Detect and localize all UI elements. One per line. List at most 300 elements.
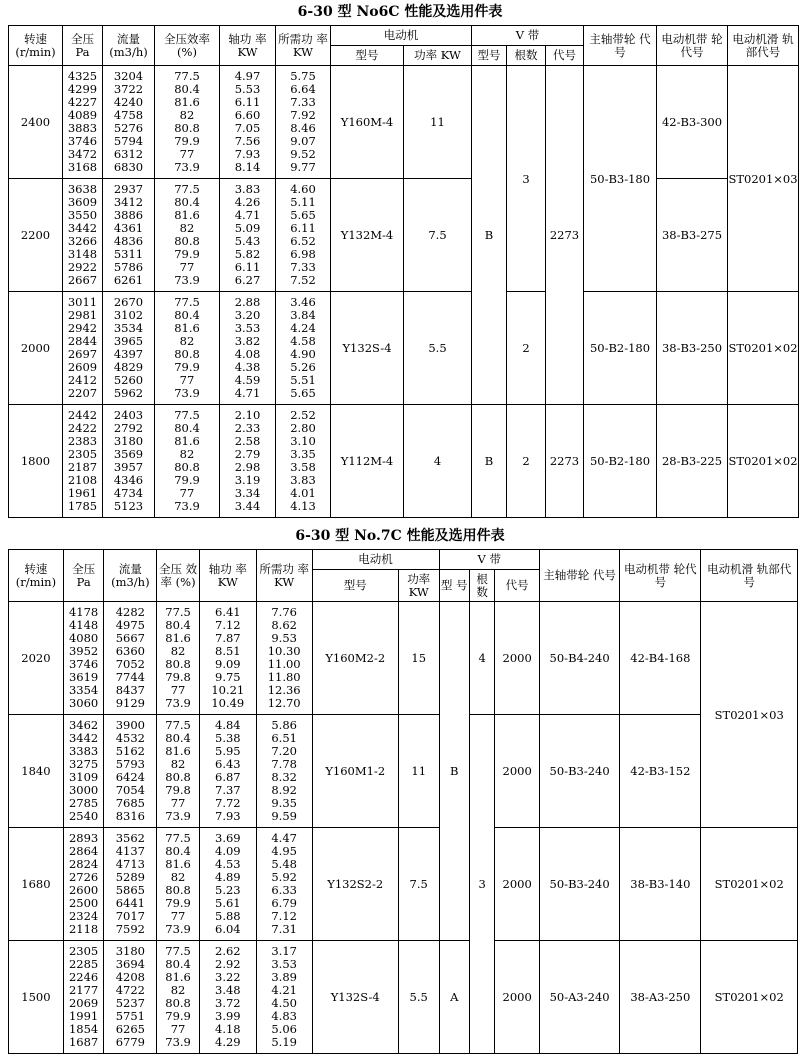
efficiency-list: [157, 602, 200, 715]
cell-value: 5237: [115, 996, 145, 1010]
required-power-list: [256, 828, 312, 941]
motor-pulley-cell: 42-B3-152: [620, 715, 701, 828]
pressure-list: [63, 602, 104, 715]
cell-value: 6.04: [215, 922, 241, 936]
header-belt-count: 根数: [507, 46, 546, 66]
table-row: [9, 941, 798, 1054]
cell-value: 2864: [68, 844, 99, 858]
cell-value: 2305: [68, 944, 99, 958]
motor-power-cell: 15: [398, 602, 439, 715]
belt-type-cell: B: [472, 405, 507, 518]
motor-model-cell: Y132S2-2: [312, 828, 398, 941]
cell-value: 6.64: [290, 82, 316, 96]
cell-value: 4148: [68, 618, 99, 632]
cell-value: 77.5: [174, 295, 200, 309]
cell-value: 4.01: [290, 486, 316, 500]
cell-value: 3.72: [215, 996, 241, 1010]
efficiency-list: [157, 715, 200, 828]
cell-value: 4325: [67, 69, 98, 83]
cell-value: 7.87: [215, 631, 241, 645]
cell-value: 6779: [115, 1035, 145, 1049]
header-speed: 转速 (r/min): [9, 26, 63, 66]
cell-value: 73.9: [174, 160, 200, 174]
cell-value: 77: [170, 909, 186, 923]
flow-list: [103, 292, 155, 405]
flow-list: [104, 715, 157, 828]
cell-value: 3109: [68, 770, 99, 784]
cell-value: 80.4: [174, 308, 200, 322]
cell-value: 2187: [67, 460, 98, 474]
main-pulley-cell: 50-B4-240: [540, 602, 620, 715]
cell-value: 3412: [113, 195, 144, 209]
efficiency-list: [157, 828, 200, 941]
belt-code-cell: 2000: [495, 715, 540, 828]
cell-value: 3354: [68, 683, 99, 697]
cell-value: 6.43: [215, 757, 241, 771]
cell-value: 3.84: [290, 308, 316, 322]
cell-value: 2.52: [290, 408, 316, 422]
cell-value: 7.52: [290, 273, 316, 287]
required-power-list: [276, 405, 331, 518]
header-motor: 电动机: [312, 550, 439, 570]
cell-value: 2.33: [234, 421, 261, 435]
main-pulley-cell: 50-B2-180: [584, 405, 657, 518]
cell-value: 79.9: [165, 896, 191, 910]
cell-value: 3.34: [234, 486, 261, 500]
motor-model-cell: Y160M-4: [331, 66, 404, 179]
cell-value: 80.8: [165, 883, 191, 897]
header-required-power: 所需功 率 KW: [276, 26, 331, 66]
cell-value: 5794: [113, 134, 144, 148]
cell-value: 3383: [68, 744, 99, 758]
cell-value: 3.58: [290, 460, 316, 474]
cell-value: 6.11: [234, 260, 261, 274]
shaft-power-list: [199, 828, 256, 941]
header-efficiency: 全压 效率 (%): [157, 550, 200, 602]
cell-value: 2.10: [234, 408, 261, 422]
cell-value: 3965: [113, 334, 144, 348]
cell-value: 4.26: [234, 195, 261, 209]
header-pressure: 全压 Pa: [63, 26, 103, 66]
cell-value: 6.98: [290, 247, 316, 261]
cell-value: 77.5: [165, 944, 191, 958]
cell-value: 3.46: [290, 295, 316, 309]
cell-value: 3.48: [215, 983, 241, 997]
table-row: [9, 179, 799, 292]
cell-value: 4.18: [215, 1022, 241, 1036]
cell-value: 2670: [113, 295, 144, 309]
cell-value: 4240: [113, 95, 144, 109]
main-pulley-cell: 50-B3-180: [584, 66, 657, 292]
header-pressure: 全压 Pa: [63, 550, 104, 602]
cell-value: 3722: [113, 82, 144, 96]
cell-value: 4.60: [290, 182, 316, 196]
cell-value: 3000: [68, 783, 99, 797]
cell-value: 4282: [115, 605, 145, 619]
cell-value: 3060: [68, 696, 99, 710]
required-power-list: [256, 602, 312, 715]
belt-count-cell: 2: [507, 405, 546, 518]
cell-value: 5.61: [215, 896, 241, 910]
cell-value: 82: [179, 447, 195, 461]
cell-value: 3609: [67, 195, 98, 209]
cell-value: 4.89: [215, 870, 241, 884]
motor-model-cell: Y160M1-2: [312, 715, 398, 828]
cell-value: 5.75: [290, 69, 316, 83]
cell-value: 6830: [113, 160, 144, 174]
shaft-power-list: [220, 292, 276, 405]
cell-value: 2726: [68, 870, 99, 884]
header-vbelt: V 带: [472, 26, 584, 46]
cell-value: 2422: [67, 421, 98, 435]
cell-value: 77: [179, 260, 195, 274]
belt-count-cell: 3: [469, 715, 494, 1054]
cell-value: 82: [179, 108, 195, 122]
cell-value: 73.9: [165, 1035, 191, 1049]
cell-value: 77.5: [174, 408, 200, 422]
cell-value: 6360: [115, 644, 145, 658]
cell-value: 3.19: [234, 473, 261, 487]
belt-code-cell: 2273: [546, 405, 584, 518]
pressure-list: [63, 941, 104, 1054]
cell-value: 7.12: [271, 909, 297, 923]
motor-power-cell: 11: [398, 715, 439, 828]
pressure-list: [63, 66, 103, 179]
cell-value: 3168: [67, 160, 98, 174]
cell-value: 4.97: [234, 69, 261, 83]
cell-value: 7.20: [271, 744, 297, 758]
belt-code-cell: 2000: [495, 828, 540, 941]
cell-value: 2981: [67, 308, 98, 322]
speed-cell: 1800: [9, 405, 63, 518]
cell-value: 3.10: [290, 434, 316, 448]
cell-value: 4.71: [234, 386, 261, 400]
cell-value: 3442: [68, 731, 99, 745]
efficiency-list: [155, 292, 220, 405]
cell-value: 5.43: [234, 234, 261, 248]
motor-power-cell: 4: [404, 405, 472, 518]
cell-value: 9.09: [215, 657, 241, 671]
cell-value: 7017: [115, 909, 145, 923]
header-required-power: 所需功 率 KW: [256, 550, 312, 602]
speed-cell: 2400: [9, 66, 63, 179]
cell-value: 3204: [113, 69, 144, 83]
slide-rail-cell: ST0201×02: [728, 292, 799, 405]
required-power-list: [276, 66, 331, 179]
cell-value: 7.93: [234, 147, 261, 161]
cell-value: 80.8: [174, 121, 200, 135]
cell-value: 4227: [67, 95, 98, 109]
cell-value: 8.14: [234, 160, 261, 174]
cell-value: 7.92: [290, 108, 316, 122]
cell-value: 4299: [67, 82, 98, 96]
cell-value: 77: [170, 796, 186, 810]
motor-model-cell: Y132M-4: [331, 179, 404, 292]
cell-value: 3266: [67, 234, 98, 248]
cell-value: 9.53: [271, 631, 297, 645]
cell-value: 7.76: [271, 605, 297, 619]
header-main-pulley: 主轴带轮 代号: [540, 550, 620, 602]
cell-value: 73.9: [174, 499, 200, 513]
speed-cell: 1680: [9, 828, 64, 941]
cell-value: 3.99: [215, 1009, 241, 1023]
cell-value: 2785: [68, 796, 99, 810]
cell-value: 9.77: [290, 160, 316, 174]
performance-table-no7c: [8, 549, 798, 1054]
cell-value: 77: [170, 1022, 186, 1036]
cell-value: 6261: [113, 273, 144, 287]
cell-value: 2.98: [234, 460, 261, 474]
flow-list: [104, 941, 157, 1054]
cell-value: 8.62: [271, 618, 297, 632]
cell-value: 4.95: [271, 844, 297, 858]
speed-cell: 2000: [9, 292, 63, 405]
cell-value: 81.6: [165, 631, 191, 645]
cell-value: 7.33: [290, 260, 316, 274]
cell-value: 5276: [113, 121, 144, 135]
flow-list: [103, 179, 155, 292]
cell-value: 4.21: [271, 983, 297, 997]
cell-value: 7.31: [271, 922, 297, 936]
table-1-title: 6-30 型 No6C 性能及选用件表: [297, 4, 503, 20]
cell-value: 73.9: [165, 809, 191, 823]
pressure-list: [63, 179, 103, 292]
cell-value: 3.83: [290, 473, 316, 487]
cell-value: 2500: [68, 896, 99, 910]
cell-value: 79.9: [165, 1009, 191, 1023]
cell-value: 81.6: [174, 434, 200, 448]
header-flow: 流量 (m3/h): [103, 26, 155, 66]
cell-value: 77.5: [165, 605, 191, 619]
efficiency-list: [155, 66, 220, 179]
cell-value: 2667: [67, 273, 98, 287]
cell-value: 80.8: [165, 657, 191, 671]
motor-pulley-cell: 42-B4-168: [620, 602, 701, 715]
cell-value: 3.17: [271, 944, 297, 958]
cell-value: 3.53: [271, 957, 297, 971]
cell-value: 5.92: [271, 870, 297, 884]
cell-value: 4.59: [234, 373, 261, 387]
cell-value: 6312: [113, 147, 144, 161]
cell-value: 12.36: [267, 683, 301, 697]
cell-value: 12.70: [267, 696, 301, 710]
cell-value: 3746: [67, 134, 98, 148]
motor-power-cell: 5.5: [404, 292, 472, 405]
cell-value: 11.80: [267, 670, 301, 684]
cell-value: 4975: [115, 618, 145, 632]
cell-value: 2108: [67, 473, 98, 487]
header-slide-rail: 电动机滑 轨部代 号: [701, 550, 798, 602]
cell-value: 7744: [115, 670, 145, 684]
cell-value: 3.89: [271, 970, 297, 984]
cell-value: 3.53: [234, 321, 261, 335]
cell-value: 7052: [115, 657, 145, 671]
cell-value: 80.8: [174, 460, 200, 474]
header-flow: 流量 (m3/h): [104, 550, 157, 602]
cell-value: 3746: [68, 657, 99, 671]
cell-value: 4.53: [215, 857, 241, 871]
cell-value: 81.6: [165, 857, 191, 871]
cell-value: 3957: [113, 460, 144, 474]
cell-value: 5.26: [290, 360, 316, 374]
cell-value: 80.8: [165, 996, 191, 1010]
cell-value: 3462: [68, 718, 99, 732]
cell-value: 77: [179, 373, 195, 387]
header-belt-type: 型号: [472, 46, 507, 66]
cell-value: 6.11: [290, 221, 316, 235]
cell-value: 10.30: [267, 644, 301, 658]
cell-value: 2118: [68, 922, 99, 936]
cell-value: 10.49: [211, 696, 245, 710]
cell-value: 79.8: [165, 670, 191, 684]
cell-value: 4.24: [290, 321, 316, 335]
cell-value: 7685: [115, 796, 145, 810]
cell-value: 3180: [113, 434, 144, 448]
cell-value: 77.5: [174, 69, 200, 83]
cell-value: 7.78: [271, 757, 297, 771]
belt-code-cell: 2273: [546, 66, 584, 405]
cell-value: 2.62: [215, 944, 241, 958]
cell-value: 4.71: [234, 208, 261, 222]
flow-list: [103, 66, 155, 179]
table-row: [9, 292, 799, 405]
cell-value: 77: [179, 147, 195, 161]
cell-value: 73.9: [165, 922, 191, 936]
cell-value: 3442: [67, 221, 98, 235]
belt-type-cell: A: [439, 941, 469, 1054]
header-vbelt: V 带: [439, 550, 540, 570]
motor-model-cell: Y160M2-2: [312, 602, 398, 715]
cell-value: 2069: [68, 996, 99, 1010]
cell-value: 5.65: [290, 386, 316, 400]
cell-value: 8.92: [271, 783, 297, 797]
cell-value: 2305: [67, 447, 98, 461]
cell-value: 2442: [67, 408, 98, 422]
cell-value: 81.6: [165, 744, 191, 758]
cell-value: 7054: [115, 783, 145, 797]
cell-value: 8.51: [215, 644, 241, 658]
cell-value: 7.72: [215, 796, 241, 810]
cell-value: 79.9: [174, 247, 200, 261]
cell-value: 3619: [68, 670, 99, 684]
cell-value: 80.8: [174, 234, 200, 248]
shaft-power-list: [220, 66, 276, 179]
cell-value: 9129: [115, 696, 145, 710]
cell-value: 5.88: [215, 909, 241, 923]
cell-value: 2893: [68, 831, 99, 845]
cell-value: 4137: [115, 844, 145, 858]
table-row: [9, 828, 798, 941]
cell-value: 5.82: [234, 247, 261, 261]
cell-value: 4.90: [290, 347, 316, 361]
cell-value: 80.8: [165, 770, 191, 784]
cell-value: 9.52: [290, 147, 316, 161]
cell-value: 3638: [67, 182, 98, 196]
cell-value: 8437: [115, 683, 145, 697]
cell-value: 6.87: [215, 770, 241, 784]
cell-value: 5162: [115, 744, 145, 758]
header-main-pulley: 主轴带轮 代号: [584, 26, 657, 66]
cell-value: 6.79: [271, 896, 297, 910]
belt-code-cell: 2000: [495, 602, 540, 715]
motor-model-cell: Y112M-4: [331, 405, 404, 518]
cell-value: 3883: [67, 121, 98, 135]
cell-value: 3.83: [234, 182, 261, 196]
cell-value: 2600: [68, 883, 99, 897]
cell-value: 77.5: [174, 182, 200, 196]
cell-value: 4346: [113, 473, 144, 487]
belt-type-cell: B: [439, 602, 469, 941]
cell-value: 3180: [115, 944, 145, 958]
cell-value: 2540: [68, 809, 99, 823]
cell-value: 6.33: [271, 883, 297, 897]
belt-type-cell: B: [472, 66, 507, 405]
cell-value: 5.86: [271, 718, 297, 732]
cell-value: 3.69: [215, 831, 241, 845]
cell-value: 80.4: [165, 618, 191, 632]
main-pulley-cell: 50-A3-240: [540, 941, 620, 1054]
efficiency-list: [155, 179, 220, 292]
pressure-list: [63, 715, 104, 828]
header-speed: 转速 (r/min): [9, 550, 64, 602]
header-motor-model: 型号: [312, 570, 398, 602]
motor-pulley-cell: 42-B3-300: [657, 66, 728, 179]
cell-value: 4.38: [234, 360, 261, 374]
cell-value: 3.82: [234, 334, 261, 348]
motor-power-cell: 7.5: [404, 179, 472, 292]
cell-value: 5.65: [290, 208, 316, 222]
cell-value: 9.07: [290, 134, 316, 148]
main-pulley-cell: 50-B3-240: [540, 715, 620, 828]
shaft-power-list: [199, 941, 256, 1054]
cell-value: 82: [170, 983, 186, 997]
flow-list: [104, 602, 157, 715]
cell-value: 2942: [67, 321, 98, 335]
cell-value: 5786: [113, 260, 144, 274]
motor-model-cell: Y132S-4: [331, 292, 404, 405]
cell-value: 4.83: [271, 1009, 297, 1023]
cell-value: 77: [170, 683, 186, 697]
cell-value: 3952: [68, 644, 99, 658]
cell-value: 2.92: [215, 957, 241, 971]
belt-code-cell: 2000: [495, 941, 540, 1054]
cell-value: 2792: [113, 421, 144, 435]
speed-cell: 1500: [9, 941, 64, 1054]
speed-cell: 2200: [9, 179, 63, 292]
motor-power-cell: 11: [404, 66, 472, 179]
cell-value: 77.5: [165, 831, 191, 845]
cell-value: 8316: [115, 809, 145, 823]
header-slide-rail: 电动机滑 轨部代号: [728, 26, 799, 66]
cell-value: 5.06: [271, 1022, 297, 1036]
header-shaft-power: 轴功 率 KW: [199, 550, 256, 602]
cell-value: 4089: [67, 108, 98, 122]
cell-value: 80.4: [165, 731, 191, 745]
shaft-power-list: [220, 405, 276, 518]
cell-value: 4080: [68, 631, 99, 645]
cell-value: 79.9: [174, 473, 200, 487]
flow-list: [104, 828, 157, 941]
required-power-list: [256, 941, 312, 1054]
cell-value: 81.6: [174, 321, 200, 335]
cell-value: 1785: [67, 499, 98, 513]
cell-value: 8.32: [271, 770, 297, 784]
cell-value: 3472: [67, 147, 98, 161]
cell-value: 5667: [115, 631, 145, 645]
belt-count-cell: 2: [507, 292, 546, 405]
header-motor-model: 型号: [331, 46, 404, 66]
cell-value: 4.84: [215, 718, 241, 732]
